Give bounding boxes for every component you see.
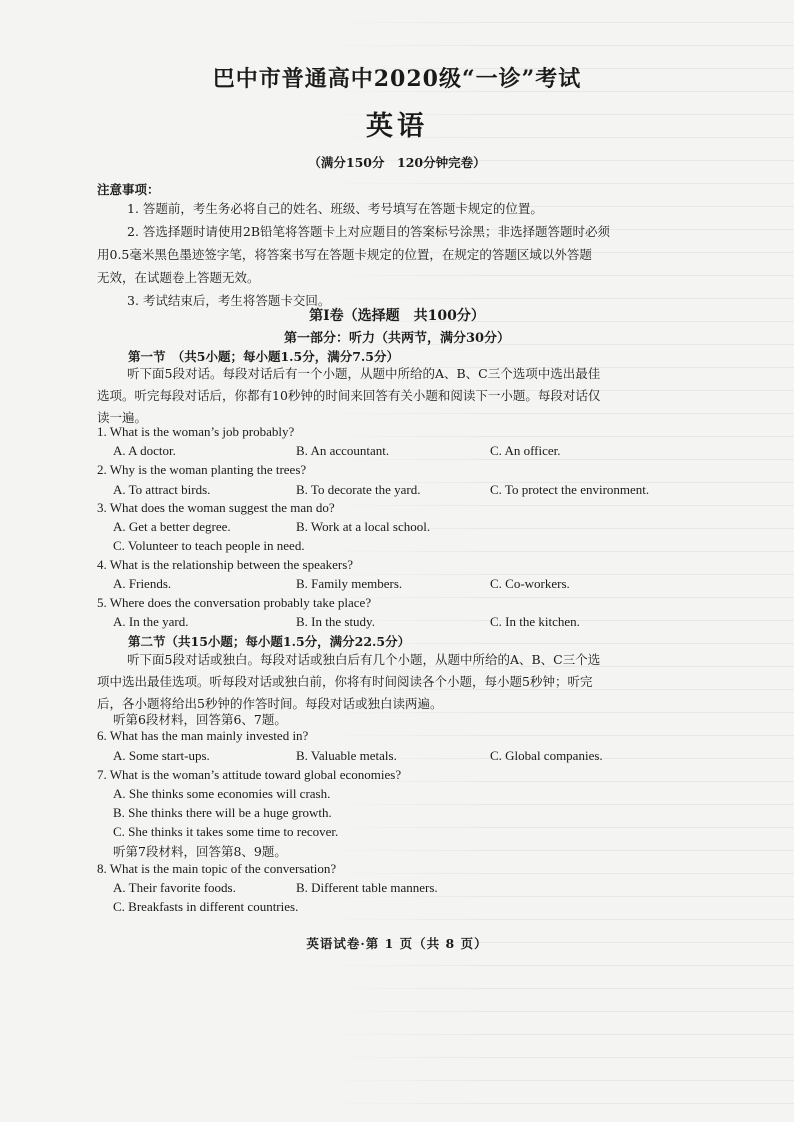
subject-title: 英语 [366,111,428,142]
option-b: B. Family members. [296,576,403,591]
option-b: B. Work at a local school. [296,519,431,534]
question-8: 8. What is the main topic of the conversation? [97,861,337,876]
question-4: 4. What is the relationship between the speakers? [97,557,354,572]
material-7-label: 听第7段材料，回答第8、9题。 [113,844,287,859]
section1-instr3: 读一遍。 [97,410,148,425]
option-c: C. Breakfasts in different countries. [113,899,299,914]
option-a: A. Some start-ups. [113,748,210,763]
question-3: 3. What does the woman suggest the man do? [97,500,335,515]
question-1: 1. What is the woman’s job probably? [97,424,295,439]
option-c: C. To protect the environment. [490,482,650,497]
material-6-label: 听第6段材料，回答第6、7题。 [113,712,287,727]
question-2: 2. Why is the woman planting the trees? [97,462,307,477]
part-title: 第一部分：听力（共两节，满分30分） [283,331,511,346]
note-2c: 无效，在试题卷上答题无效。 [97,270,260,285]
option-a: A. In the yard. [113,614,189,629]
note-2b: 用0.5毫米黑色墨迹签字笔，将答案书写在答题卡规定的位置，在规定的答题区域以外答题 [97,247,592,262]
score-info: （满分150分 120分钟完卷） [308,155,486,170]
section1-instr1: 听下面5段对话。每段对话后有一个小题，从题中所给的A、B、C三个选项中选出最佳 [127,366,601,381]
exam-title: 巴中市普通高中2020级“一诊”考试 [212,66,582,92]
option-b: B. She thinks there will be a huge growth. [113,805,332,820]
volume-title: 第Ⅰ卷（选择题 共100分） [309,308,485,324]
page-footer: 英语试卷·第 1 页（共 8 页） [306,936,488,951]
option-c: C. Co-workers. [490,576,570,591]
section1-instr2: 选项。听完每段对话后，你都有10秒钟的时间来回答有关小题和阅读下一小题。每段对话仅 [97,388,601,403]
note-2a: 2. 答选择题时请使用2B铅笔将答题卡上对应题目的答案标号涂黑；非选择题答题时必须 [127,224,611,239]
option-a: A. Friends. [113,576,172,591]
question-5: 5. Where does the conversation probably take place? [97,595,372,610]
option-b: B. Valuable metals. [296,748,397,763]
option-c: C. She thinks it takes some time to recover. [113,824,339,839]
option-c: C. In the kitchen. [490,614,580,629]
option-c: C. Volunteer to teach people in need. [113,538,305,553]
option-a: A. Their favorite foods. [113,880,236,895]
option-b: B. In the study. [296,614,375,629]
option-c: C. Global companies. [490,748,603,763]
question-6: 6. What has the man mainly invested in? [97,728,309,743]
note-1: 1. 答题前，考生务必将自己的姓名、班级、考号填写在答题卡规定的位置。 [127,201,543,216]
option-c: C. An officer. [490,443,561,458]
notes-heading: 注意事项： [97,182,160,197]
question-7: 7. What is the woman’s attitude toward global economies? [97,767,402,782]
section2-title: 第二节（共15小题；每小题1.5分，满分22.5分） [128,634,411,649]
option-a: A. A doctor. [113,443,176,458]
option-a: A. She thinks some economies will crash. [113,786,331,801]
option-b: B. Different table manners. [296,880,438,895]
section2-instr2: 项中选出最佳选项。听每段对话或独白前，你将有时间阅读各个小题，每小题5秒钟；听完 [97,674,593,689]
section2-instr3: 后，各小题将给出5秒钟的作答时间。每段对话或独白读两遍。 [97,696,443,711]
option-b: B. An accountant. [296,443,390,458]
section2-instr1: 听下面5段对话或独白。每段对话或独白后有几个小题，从题中所给的A、B、C三个选 [127,652,601,667]
option-b: B. To decorate the yard. [296,482,421,497]
section1-title: 第一节 （共5小题；每小题1.5分，满分7.5分） [128,349,399,364]
option-a: A. To attract birds. [113,482,211,497]
note-3: 3. 考试结束后，考生将答题卡交回。 [127,293,331,308]
option-a: A. Get a better degree. [113,519,231,534]
